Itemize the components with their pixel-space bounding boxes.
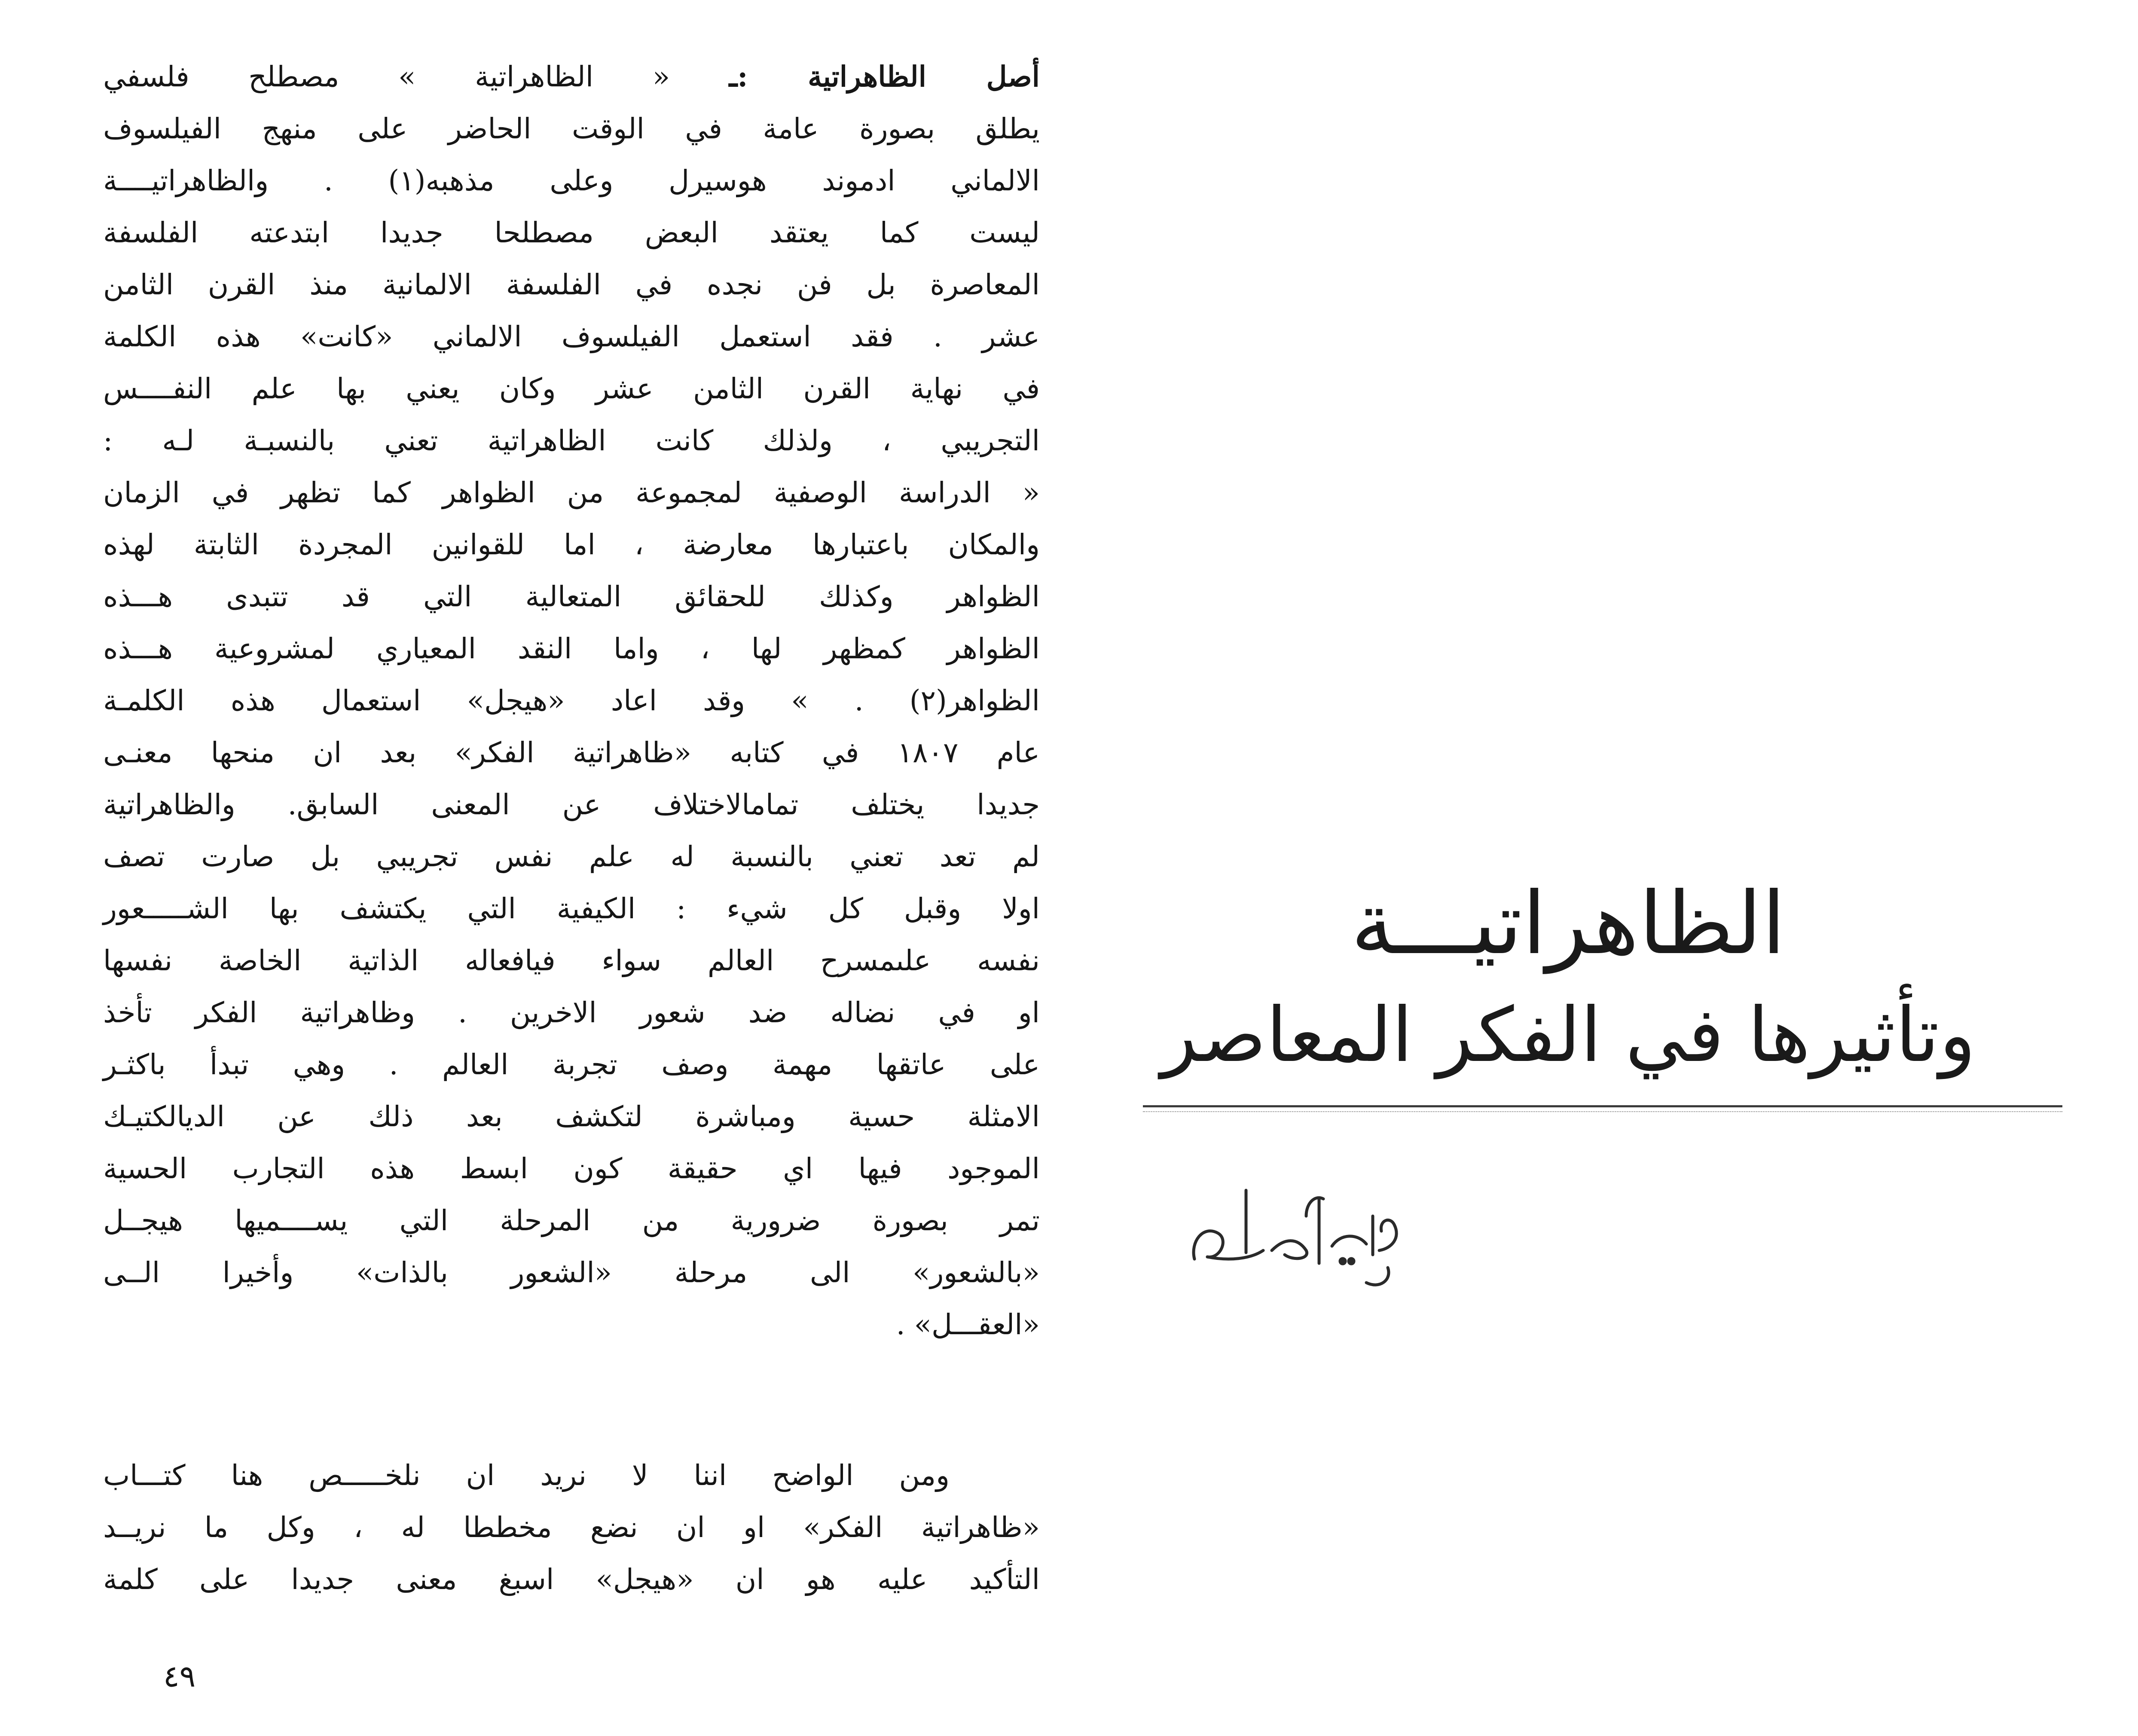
section-heading: أصل الظاهراتية :ـ — [729, 60, 1040, 93]
title-divider-dotted — [1143, 1111, 2062, 1112]
article-body — [103, 51, 1040, 1605]
paragraph2-line: «ظاهراتية الفكر» او ان نضع مخططا له ، وكل ما نريــد — [103, 1511, 1040, 1544]
article-line: الظواهر كمظهر لها ، واما النقد المعياري لمشروعية هـــذه — [103, 632, 1040, 665]
article-line-1 — [103, 51, 1040, 103]
article-line-1-text: « الظاهراتية » مصطلح فلسفي — [103, 60, 670, 93]
article-line: اولا وقبل كل شيء : الكيفية التي يكتشف بها الشـــــعور — [103, 892, 1040, 925]
article-line: الالماني ادموند هوسيرل وعلى مذهبه(١) . والظاهراتيــــة — [103, 164, 1040, 197]
article-line: في نهاية القرن الثامن عشر وكان يعني بها علم النفــــس — [103, 372, 1040, 405]
paragraph2-line: ومن الواضح اننا لا نريد ان نلخـــــص هنا كتـــاب — [103, 1459, 950, 1492]
paragraph-gap — [103, 1351, 1040, 1449]
article-line: جديدا يختلف تمامالاختلاف عن المعنى السابق. والظاهراتية — [103, 788, 1040, 821]
article-line: عشر . فقد استعمل الفيلسوف الالماني «كانت» هذه الكلمة — [103, 320, 1040, 353]
article-line: عام ١٨٠٧ في كتابه «ظاهراتية الفكر» بعد ان منحها معنـى — [103, 736, 1040, 769]
article-title: الظاهراتيـــة — [1351, 874, 1786, 974]
article-line: والمكان باعتبارها معارضة ، اما للقوانين المجردة الثابتة لهذه — [103, 528, 1040, 561]
article-line: لم تعد تعني بالنسبة له علم نفس تجريبي بل صارت تصف — [103, 840, 1040, 873]
article-line: الظواهر وكذلك للحقائق المتعالية التي قد تتبدى هـــذه — [103, 580, 1040, 613]
article-line: يطلق بصورة عامة في الوقت الحاضر على منهج الفيلسوف — [103, 112, 1040, 145]
paragraph2-line: التأكيد عليه هو ان «هيجل» اسبغ معنى جديدا على كلمة — [103, 1563, 1040, 1596]
article-line: المعاصرة بل فن نجده في الفلسفة الالمانية منذ القرن الثامن — [103, 268, 1040, 301]
article-line: «بالشعور» الى مرحلة «الشعور بالذات» وأخيرا الــى — [103, 1256, 1040, 1289]
article-line: او في نضاله ضد شعور الاخرين . وظاهراتية الفكر تأخذ — [103, 996, 1040, 1029]
article-line: الظواهر(٢) . » وقد اعاد «هيجل» استعمال هذه الكلمـة — [103, 684, 1040, 717]
article-line: الامثلة حسية ومباشرة لتكشف بعد ذلك عن الديالكتيـك — [103, 1100, 1040, 1133]
article-subtitle: وتأثيرها في الفكر المعاصر — [1161, 992, 1976, 1079]
article-line: تمر بصورة ضرورية من المرحلة التي يســــميها هيجــل — [103, 1204, 1040, 1237]
article-line: ليست كما يعتقد البعض مصطلحا جديدا ابتدعته الفلسفة — [103, 216, 1040, 249]
author-signature — [1177, 1152, 1418, 1306]
article-line: الموجود فيها اي حقيقة كون ابسط هذه التجارب الحسية — [103, 1152, 1040, 1185]
article-line: نفسه علىمسرح العالم سواء فيافعاله الذاتية الخاصة نفسها — [103, 944, 1040, 977]
article-line: « الدراسة الوصفية لمجموعة من الظواهر كما تظهر في الزمان — [103, 476, 1040, 509]
article-line: التجريبي ، ولذلك كانت الظاهراتية تعني بالنسبـة لـه : — [103, 424, 1040, 457]
page-number: ٤٩ — [163, 1659, 196, 1694]
article-line: على عاتقها مهمة وصف تجربة العالم . وهي تبدأ باكثـر — [103, 1048, 1040, 1081]
title-block — [1160, 868, 1976, 1087]
title-divider — [1143, 1105, 2062, 1107]
article-line: «العقـــل» . — [896, 1308, 1040, 1341]
